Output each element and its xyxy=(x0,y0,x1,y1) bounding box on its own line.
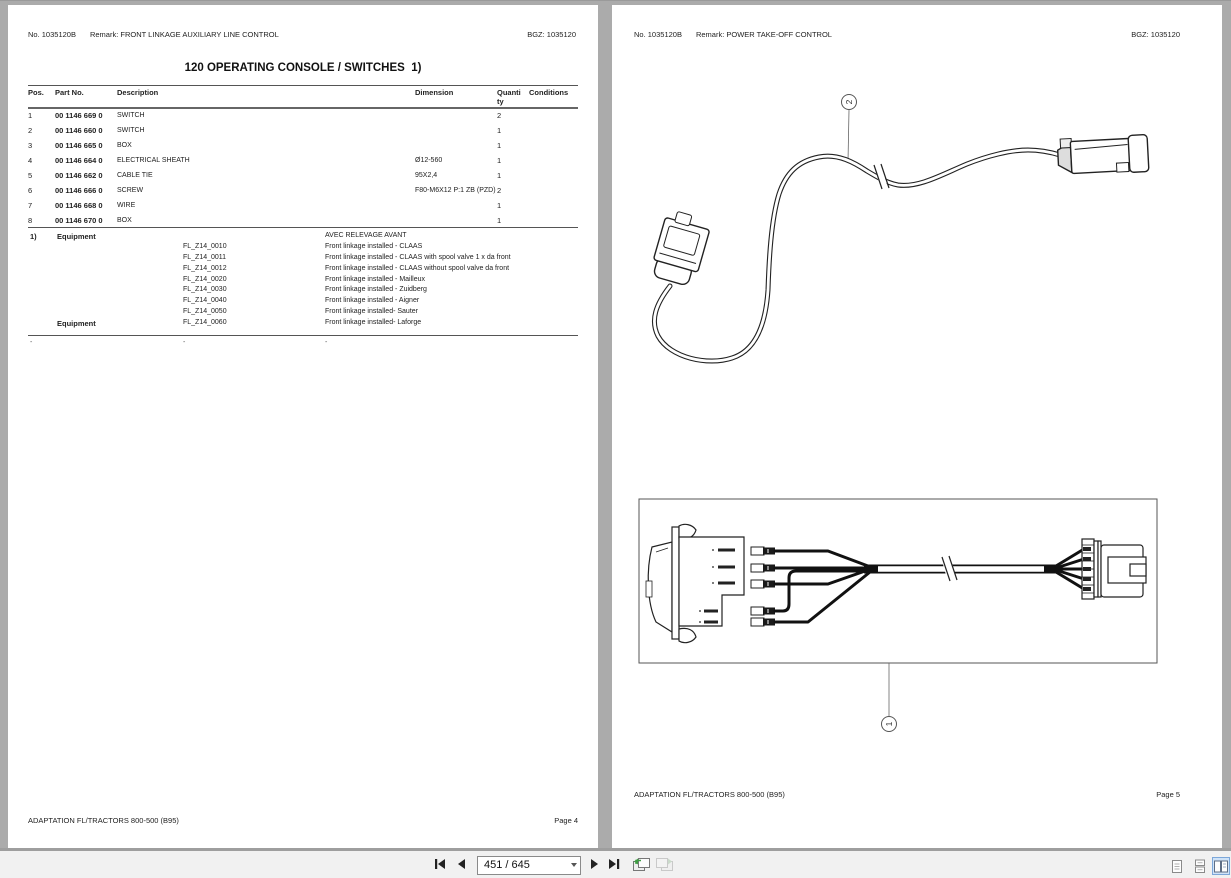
cell-desc: ELECTRICAL SHEATH xyxy=(117,157,190,164)
svg-text:1: 1 xyxy=(884,721,894,727)
cell-pos: 7 xyxy=(28,201,33,210)
cell-qty: 1 xyxy=(497,126,502,135)
col-header-cond: Conditions xyxy=(529,88,569,97)
page-title: 120 OPERATING CONSOLE / SWITCHES 1) xyxy=(184,62,422,74)
equipment-heading: Equipment xyxy=(57,319,96,329)
equipment-desc: Front linkage installed - CLAAS with spool valve 1 x da front xyxy=(325,253,511,261)
previous-page-icon xyxy=(454,856,470,872)
doc-number: No. 1035120B xyxy=(28,30,76,39)
pdf-page-right xyxy=(612,5,1222,848)
equipment-code: FL_Z14_0010 xyxy=(183,242,227,250)
equipment-line xyxy=(28,254,578,265)
cell-desc: SCREW xyxy=(117,187,144,194)
cell-dim: F80-M6X12 P:1 ZB (PZD) xyxy=(415,187,496,194)
equipment-block xyxy=(28,232,578,330)
cell-part: 00 1146 660 0 xyxy=(55,126,103,135)
cell-cond xyxy=(529,156,576,169)
equipment-desc: Front linkage installed - CLAAS xyxy=(325,242,423,250)
callout-1-balloon xyxy=(882,663,897,732)
cell-desc: BOX xyxy=(117,142,132,149)
cell-dim: 95X2,4 xyxy=(415,172,438,179)
page-number-input[interactable] xyxy=(477,856,581,875)
cell-qty: 1 xyxy=(497,141,502,150)
equipment-line xyxy=(28,286,578,297)
equipment-code: FL_Z14_0012 xyxy=(183,264,227,272)
equipment-line xyxy=(28,308,578,319)
cell-dim xyxy=(415,126,497,139)
page-number-field xyxy=(477,855,581,874)
equipment-desc: Front linkage installed- Laforge xyxy=(325,319,422,327)
cell-pos: 3 xyxy=(28,141,33,150)
page-header xyxy=(28,30,576,42)
doc-number: No. 1035120B xyxy=(634,30,682,39)
page-number: Page 5 xyxy=(1156,790,1180,799)
previous-page-button[interactable] xyxy=(453,856,471,874)
page-header xyxy=(634,30,1180,42)
page-footer xyxy=(634,790,1180,799)
switch-cable-diagram xyxy=(632,495,1187,755)
cell-desc: WIRE xyxy=(117,202,136,209)
wire-harness-diagram xyxy=(630,80,1190,390)
parts-table xyxy=(28,85,578,229)
placeholder-dash: - xyxy=(30,339,33,346)
footer-title: ADAPTATION FL/TRACTORS 800-500 (B95) xyxy=(28,816,179,825)
footnote-ref: 1) xyxy=(30,232,37,241)
cell-dim xyxy=(415,111,497,124)
table-row xyxy=(28,109,578,124)
table-header-row xyxy=(28,85,578,109)
cell-dim xyxy=(415,201,497,214)
single-page-view-button[interactable] xyxy=(1168,857,1186,875)
next-view-button[interactable] xyxy=(654,856,676,874)
placeholder-row xyxy=(28,339,578,349)
next-view-icon xyxy=(655,856,675,873)
viewer-toolbar xyxy=(0,848,1231,878)
cable-core xyxy=(654,150,1060,361)
previous-view-icon xyxy=(631,856,651,873)
cell-qty: 1 xyxy=(497,216,502,225)
svg-text:2: 2 xyxy=(844,99,854,105)
equipment-desc: Front linkage installed - Mailleux xyxy=(325,275,425,283)
doc-bgz: BGZ: 1035120 xyxy=(1131,30,1180,39)
left-connector xyxy=(649,209,712,288)
table-row xyxy=(28,154,578,169)
continuous-view-button[interactable] xyxy=(1191,857,1209,875)
cell-cond xyxy=(529,201,576,214)
first-page-icon xyxy=(432,856,448,872)
page-number: Page 4 xyxy=(554,816,578,825)
continuous-page-icon xyxy=(1193,859,1207,874)
last-page-icon xyxy=(606,856,622,872)
single-page-icon xyxy=(1170,859,1184,874)
cell-desc: CABLE TIE xyxy=(117,172,153,179)
placeholder-dash: - xyxy=(183,339,186,346)
table-row xyxy=(28,199,578,214)
table-row xyxy=(28,124,578,139)
cell-cond xyxy=(529,141,576,154)
cell-part: 00 1146 670 0 xyxy=(55,216,103,225)
equipment-code: FL_Z14_0060 xyxy=(183,319,227,327)
cell-pos: 1 xyxy=(28,111,33,120)
cell-cond xyxy=(529,171,576,184)
window-top-edge xyxy=(0,0,1231,1)
equipment-note: AVEC RELEVAGE AVANT xyxy=(325,232,407,239)
equipment-line xyxy=(28,243,578,254)
equipment-line xyxy=(28,265,578,276)
col-header-desc: Description xyxy=(117,88,159,97)
next-page-button[interactable] xyxy=(585,856,603,874)
footer-title: ADAPTATION FL/TRACTORS 800-500 (B95) xyxy=(634,790,785,799)
cable-outline xyxy=(654,150,1060,361)
equipment-code: FL_Z14_0040 xyxy=(183,297,227,305)
table-row xyxy=(28,169,578,184)
cell-pos: 5 xyxy=(28,171,33,180)
cell-pos: 6 xyxy=(28,186,33,195)
table-row xyxy=(28,184,578,199)
first-page-button[interactable] xyxy=(431,856,449,874)
cell-qty: 1 xyxy=(497,201,502,210)
page-footer xyxy=(28,816,578,825)
equipment-code: FL_Z14_0030 xyxy=(183,286,227,294)
cell-cond xyxy=(529,126,576,139)
cell-part: 00 1146 668 0 xyxy=(55,201,103,210)
equipment-desc: Front linkage installed - Aigner xyxy=(325,297,420,305)
equipment-code: FL_Z14_0020 xyxy=(183,275,227,283)
cell-pos: 4 xyxy=(28,156,33,165)
doc-remark: Remark: FRONT LINKAGE AUXILIARY LINE CONTROL xyxy=(89,30,279,39)
equipment-line xyxy=(28,276,578,287)
cell-part: 00 1146 662 0 xyxy=(55,171,103,180)
cell-desc: SWITCH xyxy=(117,127,145,134)
equipment-desc: Front linkage installed - Zuidberg xyxy=(325,286,427,294)
cell-pos: 2 xyxy=(28,126,33,135)
cell-desc: BOX xyxy=(117,217,132,224)
cell-desc: SWITCH xyxy=(117,112,145,119)
placeholder-dash: - xyxy=(325,339,328,346)
equipment-heading: Equipment xyxy=(57,232,96,241)
col-header-dim: Dimension xyxy=(415,88,454,97)
facing-pages-view-button[interactable] xyxy=(1212,857,1230,875)
facing-pages-icon xyxy=(1214,859,1228,874)
equipment-line xyxy=(28,319,578,330)
equipment-desc: Front linkage installed- Sauter xyxy=(325,308,418,316)
cell-qty: 2 xyxy=(497,111,502,120)
doc-bgz: BGZ: 1035120 xyxy=(527,30,576,39)
right-connector xyxy=(1057,135,1149,177)
cell-dim xyxy=(415,141,497,154)
cell-cond xyxy=(529,111,576,124)
cell-qty: 2 xyxy=(497,186,502,195)
equipment-desc: Front linkage installed - CLAAS without spool valve da front xyxy=(325,264,510,272)
cell-dim: Ø12-560 xyxy=(415,157,443,164)
cell-part: 00 1146 664 0 xyxy=(55,156,103,165)
cell-part: 00 1146 666 0 xyxy=(55,186,103,195)
equipment-code: FL_Z14_0011 xyxy=(183,253,227,261)
cell-part: 00 1146 669 0 xyxy=(55,111,103,120)
previous-view-button[interactable] xyxy=(630,856,652,874)
col-header-qty: Quanti ty xyxy=(497,88,521,106)
equipment-code: FL_Z14_0050 xyxy=(183,308,227,316)
last-page-button[interactable] xyxy=(605,856,623,874)
next-page-icon xyxy=(586,856,602,872)
cell-pos: 8 xyxy=(28,216,33,225)
round-connector xyxy=(1082,539,1146,599)
col-header-part: Part No. xyxy=(55,88,84,97)
equipment-line xyxy=(28,232,578,243)
cell-cond xyxy=(529,186,576,199)
equipment-bottom-rule xyxy=(28,335,578,336)
pdf-page-left xyxy=(8,5,598,848)
cell-qty: 1 xyxy=(497,171,502,180)
col-header-pos: Pos. xyxy=(28,88,44,97)
equipment-line xyxy=(28,297,578,308)
cell-qty: 1 xyxy=(497,156,502,165)
table-bottom-rule xyxy=(28,227,578,228)
doc-remark: Remark: POWER TAKE-OFF CONTROL xyxy=(695,30,832,39)
table-row xyxy=(28,139,578,154)
callout-2-balloon xyxy=(842,95,857,163)
cell-part: 00 1146 665 0 xyxy=(55,141,103,150)
